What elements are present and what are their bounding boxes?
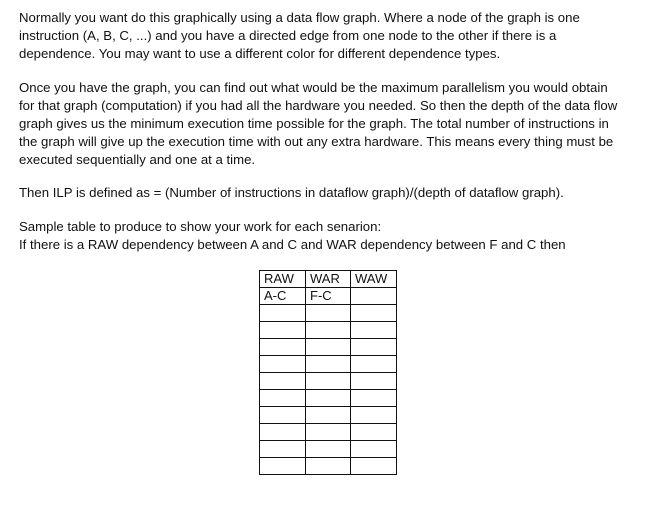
- table-cell: [260, 356, 306, 373]
- text-line: the graph will give up the execution time with out any extra hardware. This means every thing must be: [19, 134, 614, 149]
- table-cell: [260, 407, 306, 424]
- table-row: [260, 407, 397, 424]
- document-body: [19, 9, 649, 254]
- table-row: [260, 458, 397, 475]
- table-cell: [351, 322, 397, 339]
- text-line: If there is a RAW dependency between A and C and WAR dependency between F and C then: [19, 237, 566, 252]
- table-cell: [306, 441, 351, 458]
- paragraph-sample-table-intro: [19, 218, 649, 254]
- table-cell: [306, 424, 351, 441]
- table-cell: [351, 339, 397, 356]
- table-cell: [351, 458, 397, 475]
- sample-table-container: [259, 270, 397, 475]
- text-line: graph gives us the minimum execution time possible for the graph. The total number of instructions in: [19, 116, 609, 131]
- table-cell: [351, 441, 397, 458]
- table-header-row: [260, 271, 397, 288]
- dependency-table: [259, 270, 397, 475]
- table-cell: [260, 322, 306, 339]
- header-war: WAR: [306, 271, 351, 288]
- table-cell: [260, 424, 306, 441]
- table-cell: [260, 339, 306, 356]
- table-cell: [306, 356, 351, 373]
- paragraph-data-flow-graph: [19, 9, 649, 63]
- table-cell: [351, 407, 397, 424]
- table-cell: [260, 305, 306, 322]
- header-waw: WAW: [351, 271, 397, 288]
- table-cell: [306, 390, 351, 407]
- table-cell: [351, 424, 397, 441]
- text-line: dependence. You may want to use a different color for different dependence types.: [19, 46, 501, 61]
- header-raw: RAW: [260, 271, 306, 288]
- table-cell: [260, 441, 306, 458]
- table-row: [260, 390, 397, 407]
- table-cell: [260, 390, 306, 407]
- table-row: [260, 441, 397, 458]
- table-cell: [260, 458, 306, 475]
- table-row: [260, 356, 397, 373]
- text-line: Sample table to produce to show your work for each senarion:: [19, 219, 382, 234]
- table-row: [260, 373, 397, 390]
- table-row: [260, 339, 397, 356]
- table-row: [260, 322, 397, 339]
- text-line: Once you have the graph, you can find out what would be the maximum parallelism you would obtain: [19, 80, 608, 95]
- text-line: for that graph (computation) if you had all the hardware you needed. So then the depth of the data flow: [19, 98, 618, 113]
- table-cell: [351, 356, 397, 373]
- table-cell: [351, 373, 397, 390]
- table-cell: [306, 339, 351, 356]
- table-cell: [306, 322, 351, 339]
- table-cell: A-C: [260, 288, 306, 305]
- paragraph-ilp-definition: [19, 184, 649, 202]
- paragraph-parallelism: [19, 79, 649, 169]
- text-line: Normally you want do this graphically using a data flow graph. Where a node of the graph is one: [19, 10, 580, 25]
- table-cell: [306, 373, 351, 390]
- text-line: Then ILP is defined as = (Number of instructions in dataflow graph)/(depth of dataflow graph).: [19, 185, 564, 200]
- table-cell: [306, 458, 351, 475]
- table-row: [260, 424, 397, 441]
- table-cell: F-C: [306, 288, 351, 305]
- table-row: [260, 305, 397, 322]
- table-cell: [306, 305, 351, 322]
- text-line: instruction (A, B, C, ...) and you have a directed edge from one node to the other if there is a: [19, 28, 557, 43]
- table-cell: [351, 390, 397, 407]
- table-row: [260, 288, 397, 305]
- text-line: executed sequentially and one at a time.: [19, 152, 256, 167]
- table-cell: [351, 288, 397, 305]
- table-cell: [351, 305, 397, 322]
- table-cell: [260, 373, 306, 390]
- table-cell: [306, 407, 351, 424]
